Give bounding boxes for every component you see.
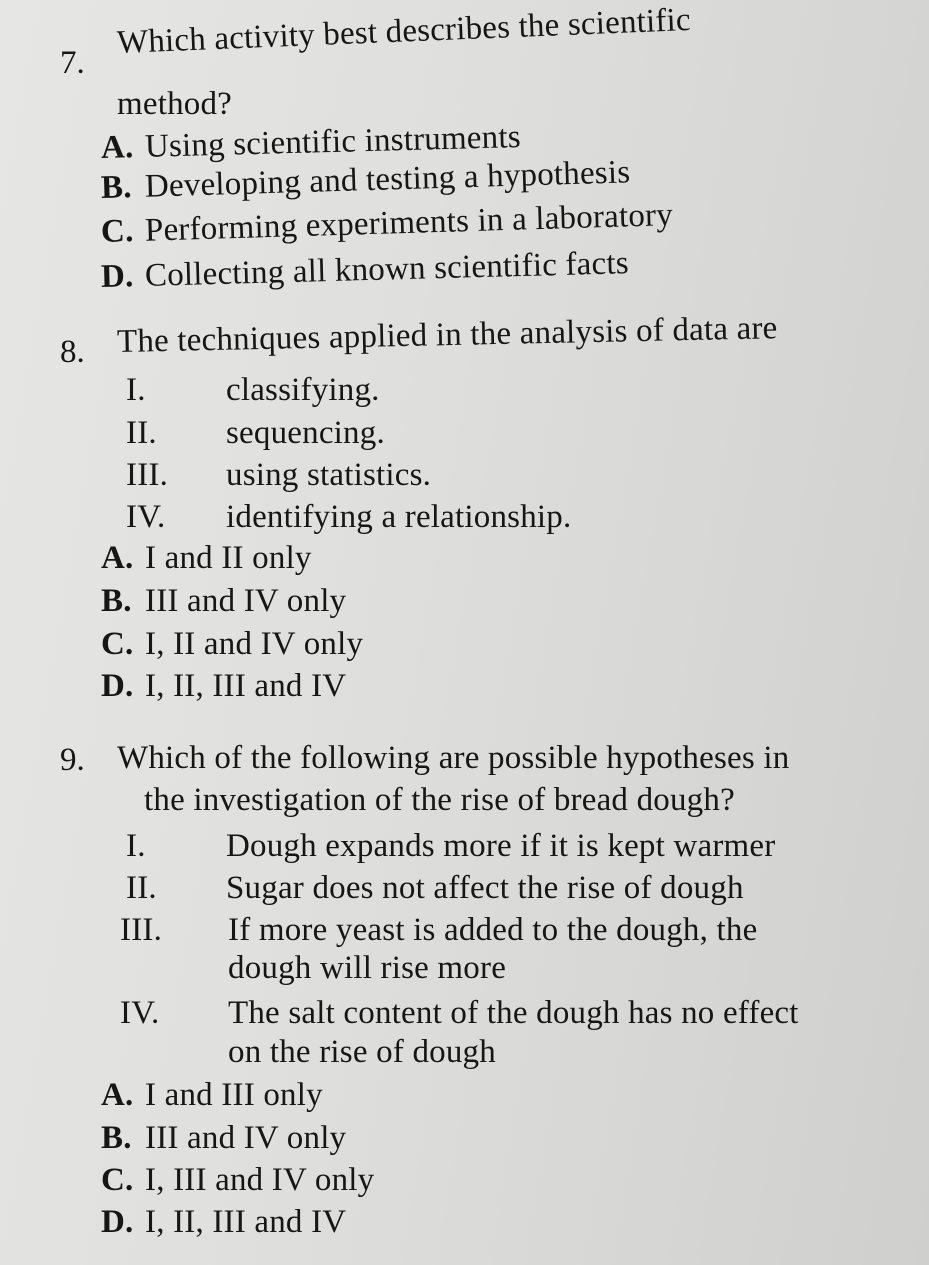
statement-numeral: II. <box>126 870 157 906</box>
option-text: Collecting all known scientific facts <box>144 245 630 294</box>
statement-text-continued: dough will rise more <box>228 950 507 986</box>
answer-option-d[interactable] <box>100 243 629 297</box>
statement-iv <box>120 993 799 1033</box>
statement-text: classifying. <box>226 372 380 408</box>
option-letter: D. <box>101 668 134 704</box>
question-stem-line: Which activity best describes the scientific <box>116 1 692 61</box>
statement-text: Sugar does not affect the rise of dough <box>226 870 744 906</box>
statement-i <box>126 826 775 866</box>
statement-numeral: IV. <box>126 499 166 535</box>
option-text: Developing and testing a hypothesis <box>144 154 631 205</box>
statement-iii <box>126 455 431 495</box>
statement-text-continued: on the rise of dough <box>228 1034 496 1070</box>
statement-numeral: III. <box>126 457 169 493</box>
answer-option-d[interactable] <box>101 666 346 706</box>
statement-numeral: IV. <box>120 995 160 1031</box>
option-letter: D. <box>101 1204 134 1240</box>
answer-option-a[interactable] <box>101 538 312 578</box>
option-letter: A. <box>101 540 134 576</box>
option-text: I and II only <box>145 540 312 576</box>
option-letter: D. <box>100 258 134 295</box>
question-stem-line: The techniques applied in the analysis of data are <box>116 310 778 360</box>
option-text: III and IV only <box>145 1120 347 1156</box>
answer-option-c[interactable] <box>101 1160 374 1200</box>
answer-option-a[interactable] <box>101 1075 323 1115</box>
statement-text: using statistics. <box>226 457 432 493</box>
option-text: I, II, III and IV <box>145 668 347 704</box>
question-stem-line: the investigation of the rise of bread dough? <box>144 782 735 818</box>
statement-i <box>126 370 380 410</box>
question-number: 8. <box>60 334 85 370</box>
option-text: I, II and IV only <box>145 626 364 662</box>
option-text: III and IV only <box>145 583 347 619</box>
statement-text: sequencing. <box>226 415 385 451</box>
option-text: Using scientific instruments <box>144 119 522 165</box>
option-letter: B. <box>101 583 132 619</box>
question-stem-line: method? <box>117 86 233 122</box>
statement-iii <box>120 910 757 950</box>
option-text: I, III and IV only <box>145 1162 375 1198</box>
option-text: Performing experiments in a laboratory <box>144 197 674 249</box>
option-letter: A. <box>101 1077 134 1113</box>
option-letter: C. <box>101 626 134 662</box>
statement-numeral: I. <box>126 372 146 408</box>
option-letter: C. <box>101 1162 134 1198</box>
option-text: I, II, III and IV <box>145 1204 347 1240</box>
option-letter: A. <box>100 129 134 166</box>
answer-option-d[interactable] <box>101 1202 346 1242</box>
statement-text: identifying a relationship. <box>226 499 572 535</box>
statement-text: If more yeast is added to the dough, the <box>228 912 758 948</box>
statement-text: The salt content of the dough has no effect <box>228 995 799 1031</box>
answer-option-c[interactable] <box>101 624 363 664</box>
statement-numeral: III. <box>120 912 163 948</box>
question-number: 7. <box>60 45 85 81</box>
statement-ii <box>126 868 744 908</box>
answer-option-b[interactable] <box>101 581 346 621</box>
option-letter: C. <box>100 213 135 250</box>
question-stem-line: Which of the following are possible hypotheses in <box>117 740 790 776</box>
option-letter: B. <box>100 169 133 206</box>
statement-text: Dough expands more if it is kept warmer <box>226 828 776 864</box>
question-number: 9. <box>60 742 85 778</box>
option-text: I and III only <box>145 1077 323 1113</box>
statement-numeral: II. <box>126 415 157 451</box>
answer-option-b[interactable] <box>101 1118 346 1158</box>
statement-iv <box>126 497 571 537</box>
statement-numeral: I. <box>126 828 146 864</box>
statement-ii <box>126 413 385 453</box>
option-letter: B. <box>101 1120 132 1156</box>
